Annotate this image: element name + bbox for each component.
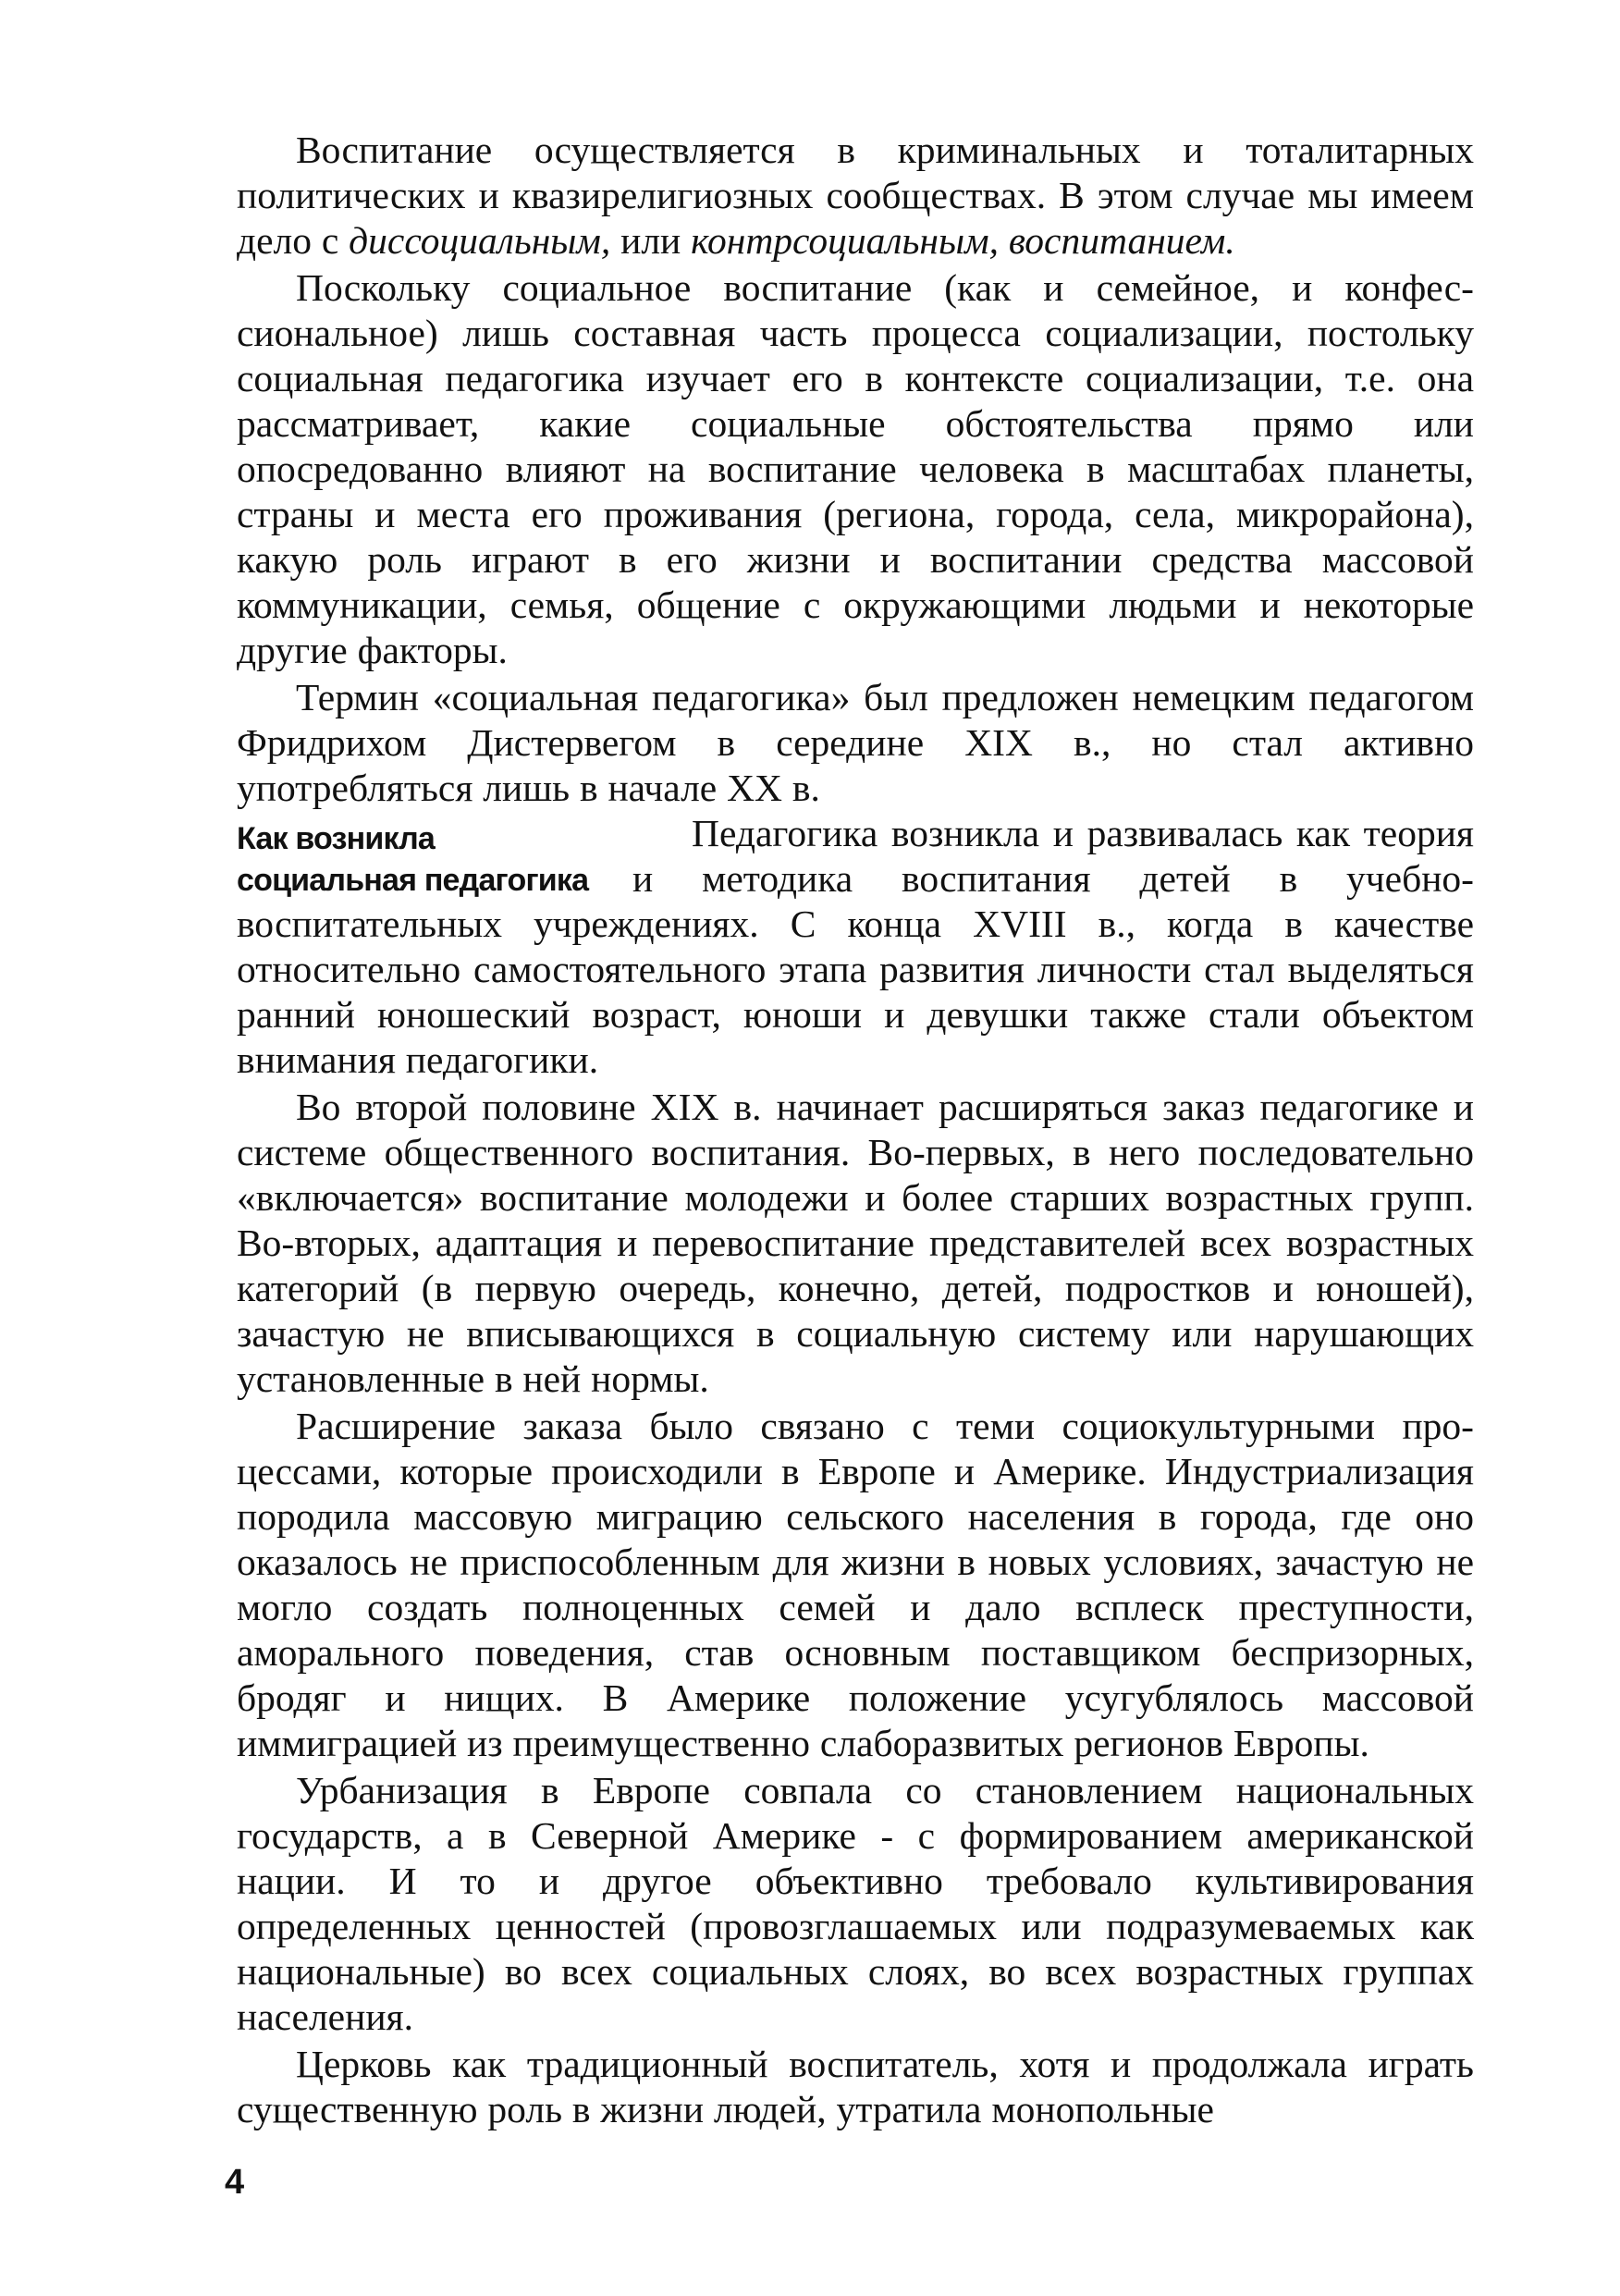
term-dissocial: диссоциальным,	[349, 219, 611, 262]
paragraph-term-origin: Термин «социальная педагогика» был предложен немецким педагогом Фридрихом Дистервегом в середине XIX в., но стал активно употребляться лишь в начале XX в.	[237, 676, 1474, 809]
page-number: 4	[225, 2163, 245, 2202]
paragraph-urbanization: Урбанизация в Европе совпала со становлением национальных государств, а в Северной Америке - с формированием американской нации. И то и другое объективно требовало культивирования определенных ценностей (провозглашаемых или подразумеваемых как национальные) во всех социальных слоях, во всех возрастных группах населения.	[237, 1769, 1474, 2038]
paragraph-connector-text: или	[610, 219, 692, 262]
paragraph-lead-text: Воспитание осуществляется в криминальных и тоталитарных политических и квазирелигиозных сообществах. В этом случае мы имеем дело с	[237, 129, 1474, 262]
sidebar-heading: Как возникла социальная педагогика	[237, 821, 589, 898]
paragraph-dissocial-upbringing	[237, 128, 1474, 264]
paragraph-expanding-demand: Во второй половине XIX в. начинает расширяться заказ педагогике и системе общественного воспитания. Во-первых, в него последовательно «включается» воспитание молодежи и более старших возрастных групп. Во-вторых, адаптация и перевоспитание представителей всех возрастных категорий (в первую очередь, конечно, детей, подростков и юношей), зачастую не вписывающихся в социальную систему или нарушающих установленные в ней нормы.	[237, 1086, 1474, 1400]
paragraph-pedagogy-origin: Педагогика возникла и развивалась как теория и методика воспитания детей в учебно-воспитательных учреждениях. С конца XVIII в., когда в качестве относительно самостоятельного этапа развития личности стал выделяться ранний юношеский возраст, юноши и девушки также стали объектом внимания педагогики.	[237, 812, 1474, 1081]
paragraph-sociocultural-processes: Расширение заказа было связано с теми социокультурными процессами, которые происходили в Европе и Америке. Индустриализация породила массовую миграцию сельского населения в города, где оно оказалось не приспособленным для жизни в новых условиях, зачастую не могло создать полноценных семей и дало всплеск преступности, аморального поведения, став основным поставщиком беспризорных, бродяг и нищих. В Америке положение усугублялось массовой иммиграцией из преимущественно слаборазвитых регионов Европы.	[237, 1405, 1474, 1764]
paragraph-socialization-context: Поскольку социальное воспитание (как и семейное, и конфессиональное) лишь составная часть процесса социализации, постольку социальная педагогика изучает его в контексте социализации, т.е. она рассматривает, какие социальные обстоятельства прямо или опосредованно влияют на воспитание человека в масштабах планеты, страны и места его проживания (региона, города, села, микрорайона), какую роль играют в его жизни и воспитании средства массовой коммуникации, семья, общение с окружающими людьми и некоторые другие факторы.	[237, 266, 1474, 671]
page-body	[237, 128, 1474, 2132]
term-contrsocial: контрсоциальным, воспитанием.	[691, 219, 1235, 262]
paragraph-church: Церковь как традиционный воспитатель, хотя и продолжала играть существенную роль в жизни людей, утратила монопольные	[237, 2043, 1474, 2130]
